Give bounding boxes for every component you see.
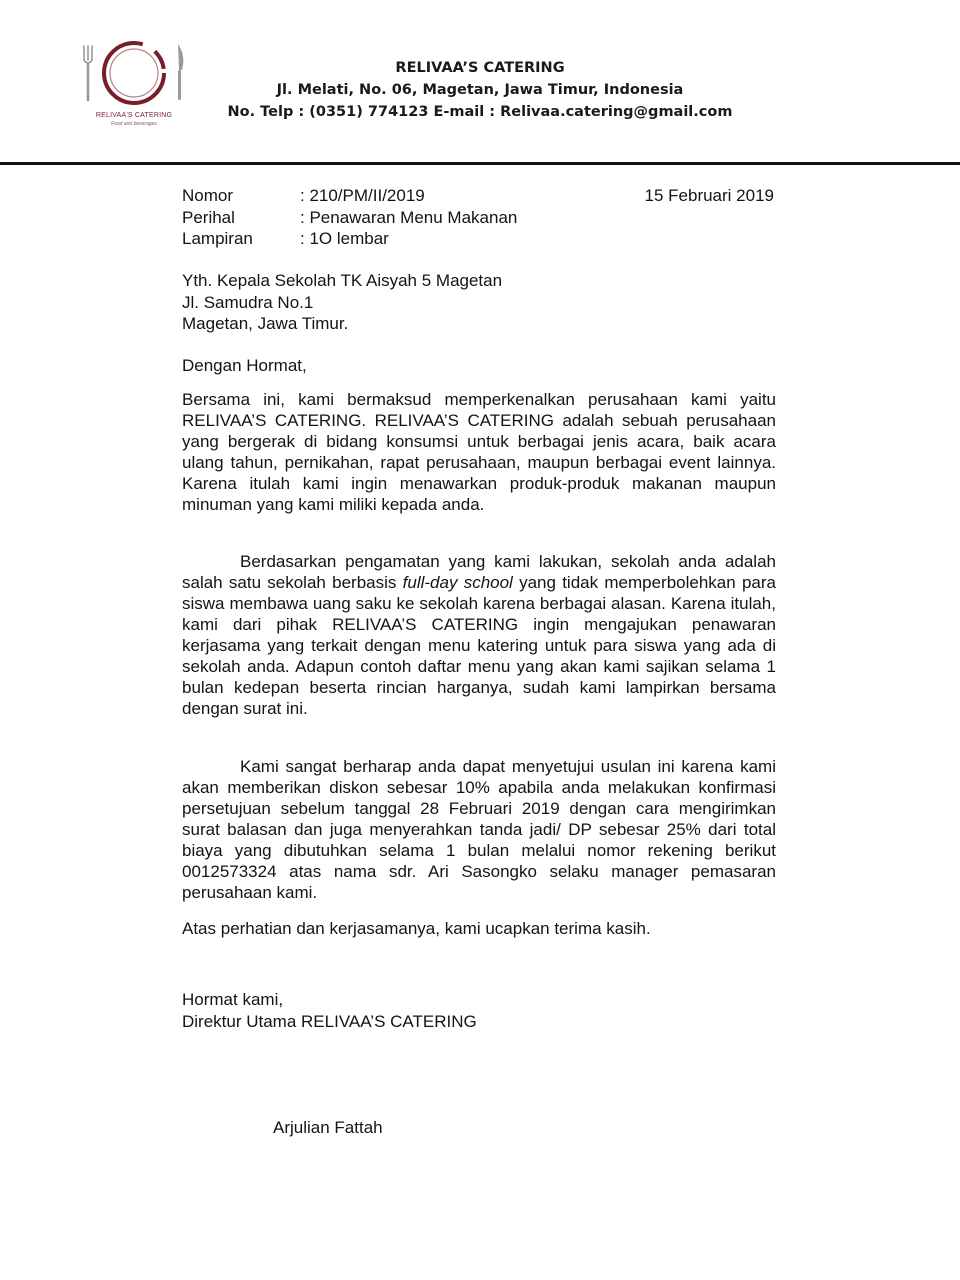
- recipient-line: Magetan, Jawa Timur.: [182, 314, 349, 333]
- company-contact: No. Telp : (0351) 774123 E-mail : Relivaa.catering@gmail.com: [227, 104, 733, 120]
- letter-meta: [182, 185, 517, 250]
- body-paragraph-1: Bersama ini, kami bermaksud memperkenalkan perusahaan kami yaitu RELIVAA’S CATERING. RELIVAA’S CATERING adalah sebuah perusahaan yang bergerak di bidang konsumsi untuk berbagai jenis acara, baik acara ulang tahun, pernikahan, rapat perusahaan, maupun berbagai event lainnya. Karena itulah kami ingin menawarkan produk-produk makanan maupun minuman yang kami miliki kepada anda.: [182, 390, 776, 514]
- greeting: Dengan Hormat,: [182, 356, 307, 375]
- signoff-salutation: Hormat kami,: [182, 990, 284, 1009]
- letter-date: 15 Februari 2019: [644, 186, 774, 205]
- recipient-address: [182, 270, 502, 335]
- perihal-label: Perihal: [182, 207, 235, 227]
- closing-line: Atas perhatian dan kerjasamanya, kami ucapkan terima kasih.: [182, 919, 651, 938]
- company-logo: [78, 36, 190, 136]
- recipient-line: Yth. Kepala Sekolah TK Aisyah 5 Magetan: [182, 271, 503, 290]
- body-paragraph-3: Kami sangat berharap anda dapat menyetujui usulan ini karena kami akan memberikan diskon sebesar 10% apabila anda melakukan konfirmasi persetujuan sebelum tanggal 28 Februari 2019 dengan cara mengirimkan surat balasan dan juga menyerahkan tanda jadi/ DP sebesar 25% dari total biaya yang dibutuhkan selama 1 bulan melalui nomor rekening berikut 0012573324 atas nama sdr. Ari Sasongko selaku manager pemasaran perusahaan kami.: [182, 757, 776, 902]
- nomor-label: Nomor: [182, 186, 234, 205]
- lampiran-label: Lampiran: [182, 229, 253, 248]
- meta-nomor: [182, 185, 517, 207]
- recipient-line: Jl. Samudra No.1: [182, 292, 314, 312]
- company-address: Jl. Melati, No. 06, Magetan, Jawa Timur, Indonesia: [276, 82, 684, 98]
- company-name: RELIVAA’S CATERING: [395, 60, 565, 76]
- perihal-value: : Penawaran Menu Makanan: [300, 207, 518, 227]
- letterhead: [200, 57, 760, 123]
- paragraph-text: yang tidak memperbolehkan para siswa membawa uang saku ke sekolah karena berbagai alasan. Karena itulah, kami dari pihak RELIVAA’S CATERING ingin mengajukan penawaran kerjasama yang terkait dengan menu katering untuk para siswa yang ada di sekolah anda. Adapun contoh daftar menu yang akan kami sajikan selama 1 bulan kedepan beserta rincian harganya, sudah kami lampirkan bersama dengan surat ini.: [182, 573, 776, 718]
- logo-name: RELIVAA'S CATERING: [95, 112, 173, 119]
- italic-term: full-day school: [402, 573, 513, 592]
- header-divider: [0, 162, 960, 165]
- body-paragraph-2: [182, 551, 776, 719]
- meta-lampiran: [182, 228, 517, 250]
- signoff-title: Direktur Utama RELIVAA’S CATERING: [182, 1011, 477, 1031]
- nomor-value: : 210/PM/II/2019: [300, 186, 425, 205]
- logo-tagline: Food and beverages: [111, 121, 157, 127]
- signoff: [182, 989, 477, 1032]
- meta-perihal: [182, 207, 517, 229]
- paragraph-text: Berdasarkan pengamatan yang kami lakukan, sekolah anda adalah salah satu sekolah berbasis: [182, 552, 776, 592]
- plate-cutlery-icon: [78, 36, 190, 116]
- lampiran-value: : 1O lembar: [300, 229, 389, 248]
- signer-name: Arjulian Fattah: [273, 1118, 383, 1137]
